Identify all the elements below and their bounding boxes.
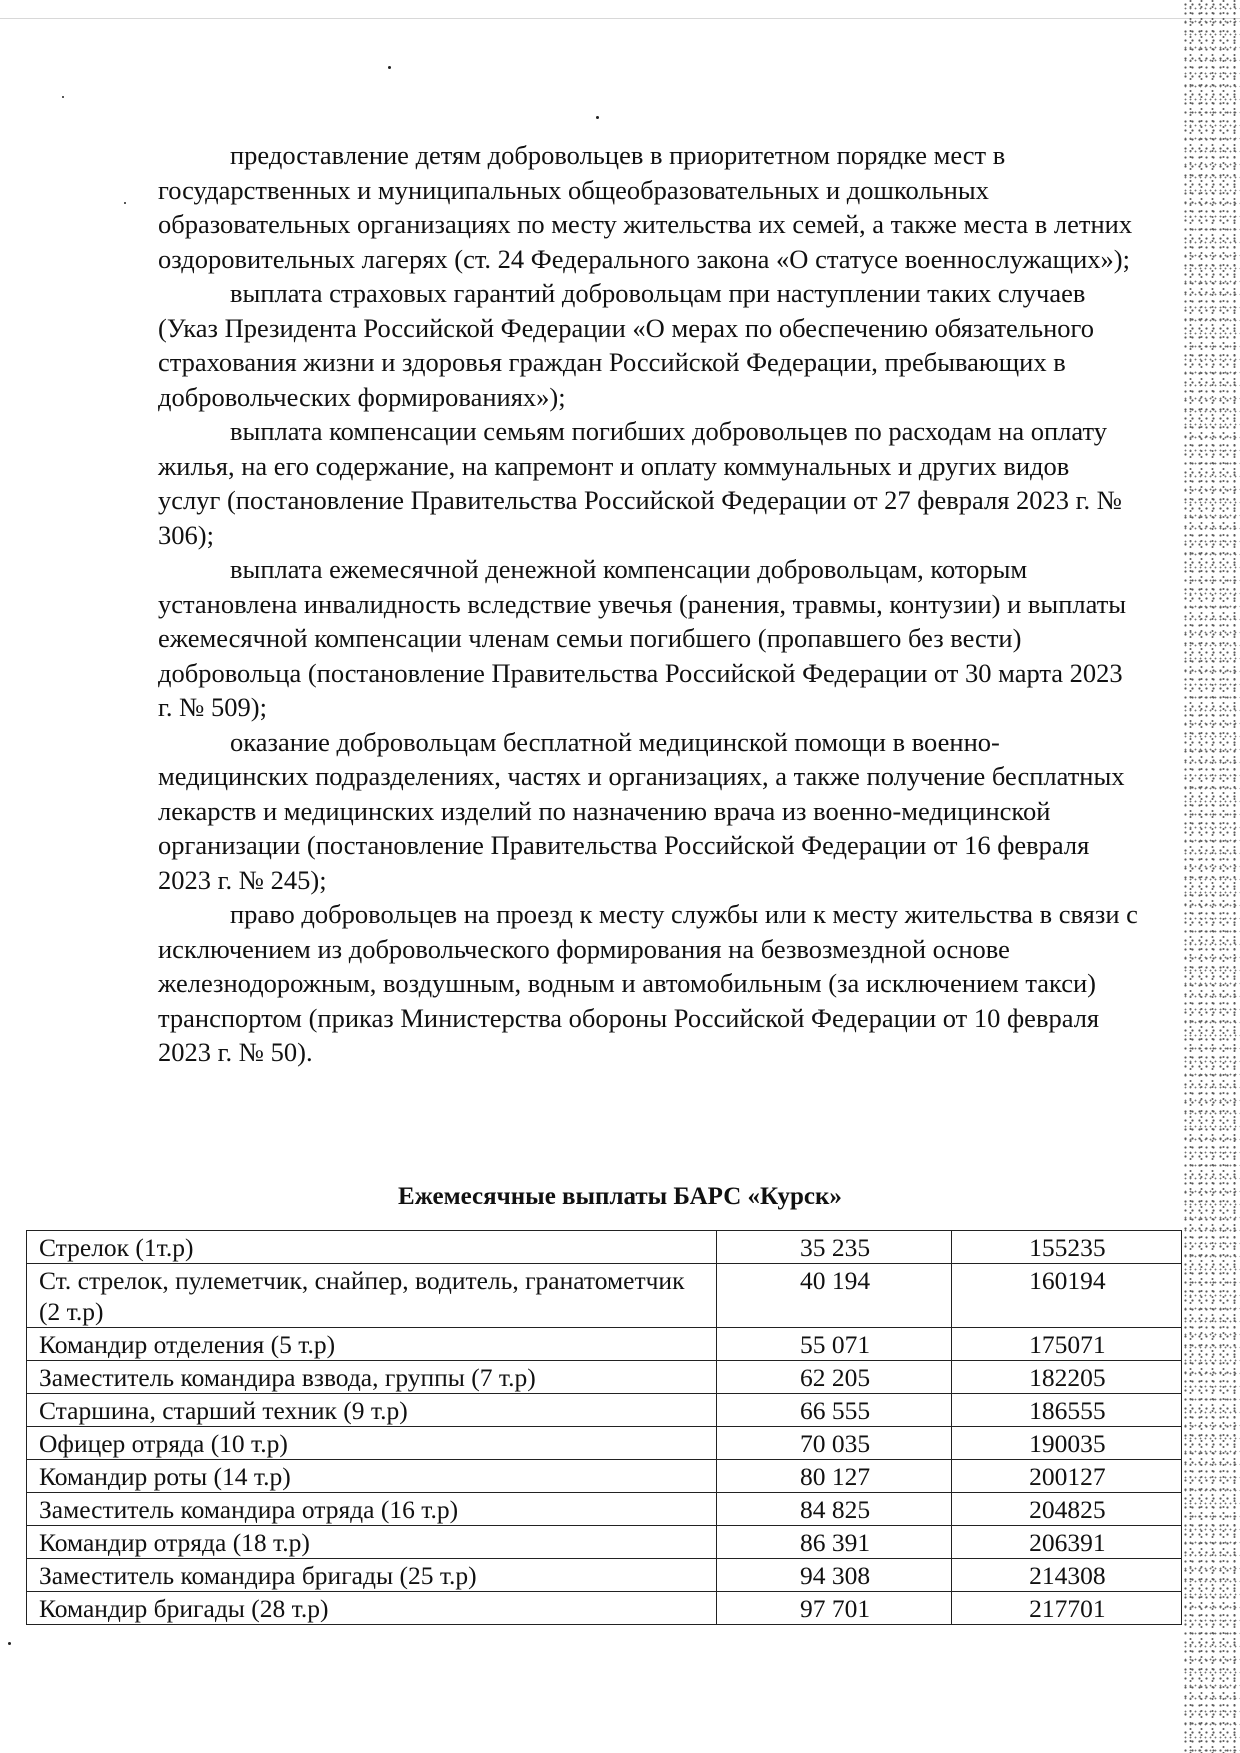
amount-total-cell: 186555 [951,1394,1181,1427]
amount-cell: 86 391 [717,1526,952,1559]
table-row [27,1328,1182,1361]
amount-cell: 94 308 [717,1559,952,1592]
amount-total-cell: 175071 [951,1328,1181,1361]
paragraph-medical-care: оказание добровольцам бесплатной медицинской помощи в военно-медицинских подразделениях, частях и организациях, а также получение бесплатных лекарств и медицинских изделий по назначению врача из военно-медицинской организации (постановление Правительства Российской Федерации от 16 февраля 2023 г. № 245); [158,726,1125,895]
table-row [27,1264,1182,1328]
position-cell: Заместитель командира отряда (16 т.р) [27,1493,717,1526]
scan-speck [8,1642,11,1645]
paragraph-travel: право добровольцев на проезд к месту службы или к месту жительства в связи с исключением из добровольческого формирования на безвозмездной основе железнодорожным, воздушным, водным и автомобильным (за исключением такси) транспортом (приказ Министерства обороны Российской Федерации от 10 февраля 2023 г. № 50). [158,899,1138,1067]
table-row [27,1394,1182,1427]
table-row [27,1460,1182,1493]
amount-cell: 55 071 [717,1328,952,1361]
position-cell: Командир отряда (18 т.р) [27,1526,717,1559]
table-row [27,1526,1182,1559]
amount-cell: 62 205 [717,1361,952,1394]
table-row [27,1427,1182,1460]
amount-total-cell: 217701 [951,1592,1181,1625]
scan-artifact-line [0,18,1240,19]
body-text [158,138,1138,1070]
table-row [27,1361,1182,1394]
position-cell: Стрелок (1т.р) [27,1231,717,1264]
amount-total-cell: 190035 [951,1427,1181,1460]
amount-cell: 66 555 [717,1394,952,1427]
position-cell: Ст. стрелок, пулеметчик, снайпер, водитель, гранатометчик (2 т.р) [27,1264,717,1328]
scan-speck [62,96,64,98]
amount-total-cell: 182205 [951,1361,1181,1394]
amount-total-cell: 214308 [951,1559,1181,1592]
paragraph-disability-compensation: выплата ежемесячной денежной компенсации добровольцам, которым установлена инвалидность вследствие увечья (ранения, травмы, контузии) и выплаты ежемесячной компенсации членам семьи погибшего (пропавшего без вести) добровольца (постановление Правительства Российской Федерации от 30 марта 2023 г. № 509); [158,554,1127,722]
amount-total-cell: 155235 [951,1231,1181,1264]
paragraph-housing-compensation: выплата компенсации семьям погибших добровольцев по расходам на оплату жилья, на его содержание, на капремонт и оплату коммунальных и других видов услуг (постановление Правительства Российской Федерации от 27 февраля 2023 г. № 306); [158,416,1123,550]
amount-cell: 70 035 [717,1427,952,1460]
amount-cell: 97 701 [717,1592,952,1625]
amount-total-cell: 160194 [951,1264,1181,1328]
scan-speck [596,116,599,119]
paragraph-preschool-places: предоставление детям добровольцев в приоритетном порядке мест в государственных и муниципальных общеобразовательных и дошкольных образовательных организациях по месту жительства их семей, а также места в летних оздоровительных лагерях (ст. 24 Федерального закона «О статусе военнослужащих»); [158,140,1133,274]
amount-total-cell: 206391 [951,1526,1181,1559]
position-cell: Командир отделения (5 т.р) [27,1328,717,1361]
scan-noise-edge [1182,0,1240,1753]
table-row [27,1559,1182,1592]
scan-speck [388,66,391,69]
position-cell: Командир роты (14 т.р) [27,1460,717,1493]
amount-total-cell: 204825 [951,1493,1181,1526]
position-cell: Заместитель командира взвода, группы (7 т.р) [27,1361,717,1394]
amount-cell: 80 127 [717,1460,952,1493]
position-cell: Старшина, старший техник (9 т.р) [27,1394,717,1427]
scan-speck [124,202,126,204]
paragraph-insurance: выплата страховых гарантий добровольцам при наступлении таких случаев (Указ Президента Российской Федерации «О мерах по обеспечению обязательного страхования жизни и здоровья граждан Российской Федерации, пребывающих в добровольческих формированиях»); [158,278,1094,412]
position-cell: Офицер отряда (10 т.р) [27,1427,717,1460]
table-row [27,1493,1182,1526]
amount-total-cell: 200127 [951,1460,1181,1493]
table-row [27,1592,1182,1625]
table-title: Ежемесячные выплаты БАРС «Курск» [398,1183,842,1210]
amount-cell: 40 194 [717,1264,952,1328]
amount-cell: 35 235 [717,1231,952,1264]
position-cell: Заместитель командира бригады (25 т.р) [27,1559,717,1592]
table-row [27,1231,1182,1264]
payments-table [26,1230,1182,1625]
amount-cell: 84 825 [717,1493,952,1526]
position-cell: Командир бригады (28 т.р) [27,1592,717,1625]
